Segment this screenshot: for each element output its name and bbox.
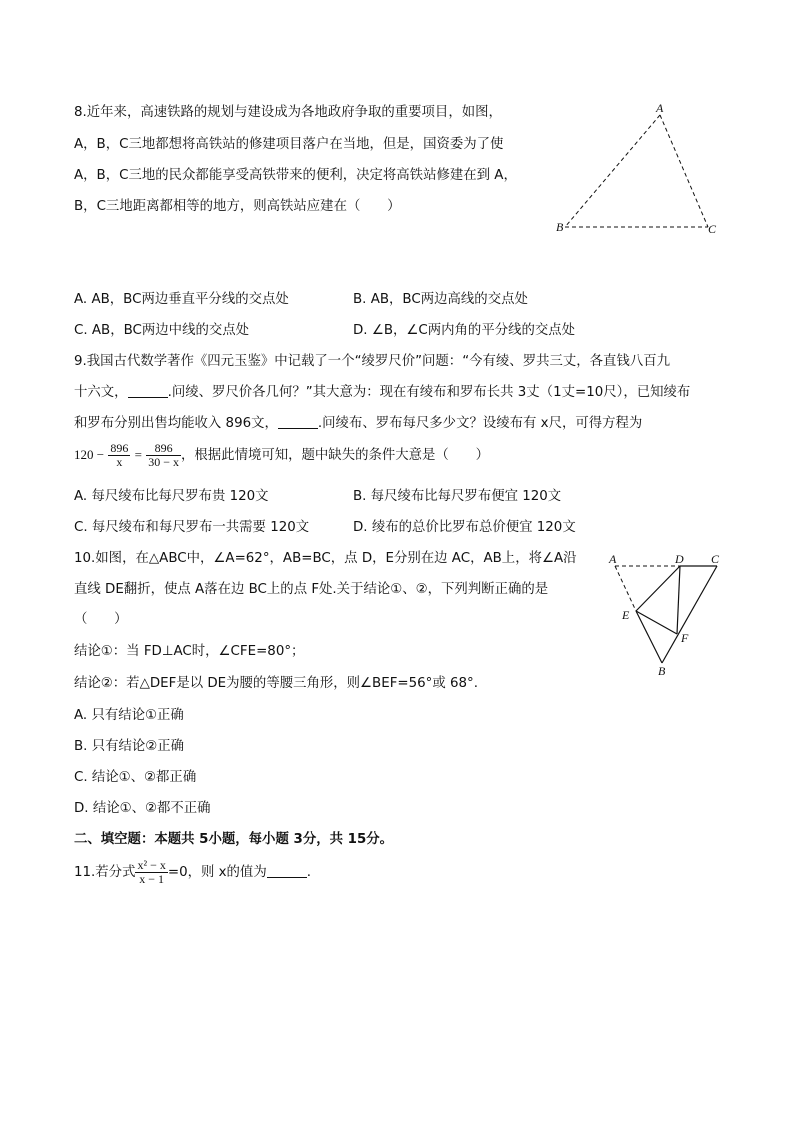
q11-suffix: =0，则 x的值为	[167, 865, 267, 880]
q11-prefix: 11.若分式	[74, 865, 136, 880]
q8-option-a: A. AB，BC两边垂直平分线的交点处	[74, 292, 289, 307]
q10-option-c: C. 结论①、②都正确	[74, 770, 197, 785]
section-2-title: 二、填空题：本题共 5小题，每小题 3分，共 15分。	[74, 832, 394, 847]
q9-line-3-end: .问绫布、罗布每尺多少文？设绫布有 x尺，可得方程为	[317, 416, 643, 431]
q10-label-f: F	[681, 631, 689, 645]
q8-line-1: 8.近年来，高速铁路的规划与建设成为各地政府争取的重要项目，如图，	[74, 105, 502, 120]
q9-option-b: B. 每尺绫布比每尺罗布便宜 120文	[353, 489, 562, 504]
q10-label-a: A	[609, 552, 617, 566]
q10-fold-figure	[605, 548, 735, 683]
q8-option-b: B. AB，BC两边高线的交点处	[353, 292, 528, 307]
q10-line-3: （ ）	[74, 612, 128, 627]
q9-blank-2	[278, 415, 318, 429]
q10-label-e: E	[622, 608, 630, 622]
q8-line-3: A，B，C三地的民众都能享受高铁带来的便利，决定将高铁站修建在到 A，	[74, 168, 517, 183]
q9-fraction-2	[146, 442, 181, 469]
q10-line-1: 10.如图，在△ABC中，∠A=62°，AB=BC，点 D，E分别在边 AC，AB上，将∠A沿	[74, 551, 577, 566]
q8-option-d: D. ∠B，∠C两内角的平分线的交点处	[353, 323, 576, 338]
q10-conclusion-1: 结论①：当 FD⊥AC时，∠CFE=80°；	[74, 644, 305, 659]
q9-blank-1	[128, 384, 168, 398]
q9-line-3-start: 和罗布分别出售均能收入 896文，	[74, 416, 278, 431]
q10-option-d: D. 结论①、②都不正确	[74, 801, 211, 816]
q9-equation-line	[74, 441, 489, 470]
q8-option-c: C. AB，BC两边中线的交点处	[74, 323, 250, 338]
q10-conclusion-2: 结论②：若△DEF是以 DE为腰的等腰三角形，则∠BEF=56°或 68°.	[74, 676, 478, 691]
q11-line	[74, 858, 311, 888]
q9-line-2	[74, 384, 690, 402]
q9-eq-left: 120 −	[74, 447, 105, 462]
q10-label-d: D	[675, 552, 684, 566]
q9-line-2-end: .问绫、罗尺价各几何？”其大意为：现在有绫布和罗布长共 3丈（1丈=10尺），已知绫布	[167, 385, 691, 400]
q10-line-2: 直线 DE翻折，使点 A落在边 BC上的点 F处.关于结论①、②，下列判断正确的是	[74, 582, 549, 597]
q9-eq-mid: =	[134, 447, 142, 462]
q11-answer-blank[interactable]	[267, 864, 307, 878]
q8-label-b: B	[556, 220, 564, 234]
q8-label-a: A	[656, 101, 664, 115]
q9-option-d: D. 绫布的总价比罗布总价便宜 120文	[353, 520, 576, 535]
q8-line-2: A，B，C三地都想将高铁站的修建项目落户在当地，但是，国资委为了使	[74, 137, 504, 152]
q10-label-c: C	[711, 552, 720, 566]
q8-line-4: B，C三地距离都相等的地方，则高铁站应建在（ ）	[74, 199, 401, 214]
q11-fraction	[135, 859, 167, 886]
q10-option-a: A. 只有结论①正确	[74, 708, 184, 723]
q9-line-2-start: 十六文，	[74, 385, 128, 400]
q11-end: .	[306, 865, 311, 880]
q9-frac1-den: x	[116, 454, 123, 469]
q9-option-c: C. 每尺绫布和每尺罗布一共需要 120文	[74, 520, 310, 535]
q8-label-c: C	[708, 222, 717, 236]
q10-option-b: B. 只有结论②正确	[74, 739, 185, 754]
q9-line-4-tail: ，根据此情境可知，题中缺失的条件大意是（ ）	[181, 448, 489, 463]
q11-frac-den: x − 1	[139, 871, 165, 886]
q10-label-b: B	[658, 664, 666, 678]
q9-fraction-1	[108, 442, 130, 469]
q9-line-1: 9.我国古代数学著作《四元玉鉴》中记载了一个“绫罗尺价”问题：“今有绫、罗共三丈，各直钱八百九	[74, 354, 670, 369]
q9-frac2-den: 30 − x	[148, 454, 180, 469]
q8-triangle-figure	[550, 100, 730, 240]
q9-option-a: A. 每尺绫布比每尺罗布贵 120文	[74, 489, 269, 504]
q11-frac-num: x² − x	[137, 857, 166, 872]
q9-line-3	[74, 415, 642, 433]
q9-frac2-num: 896	[146, 442, 181, 456]
q9-frac1-num: 896	[110, 440, 129, 455]
